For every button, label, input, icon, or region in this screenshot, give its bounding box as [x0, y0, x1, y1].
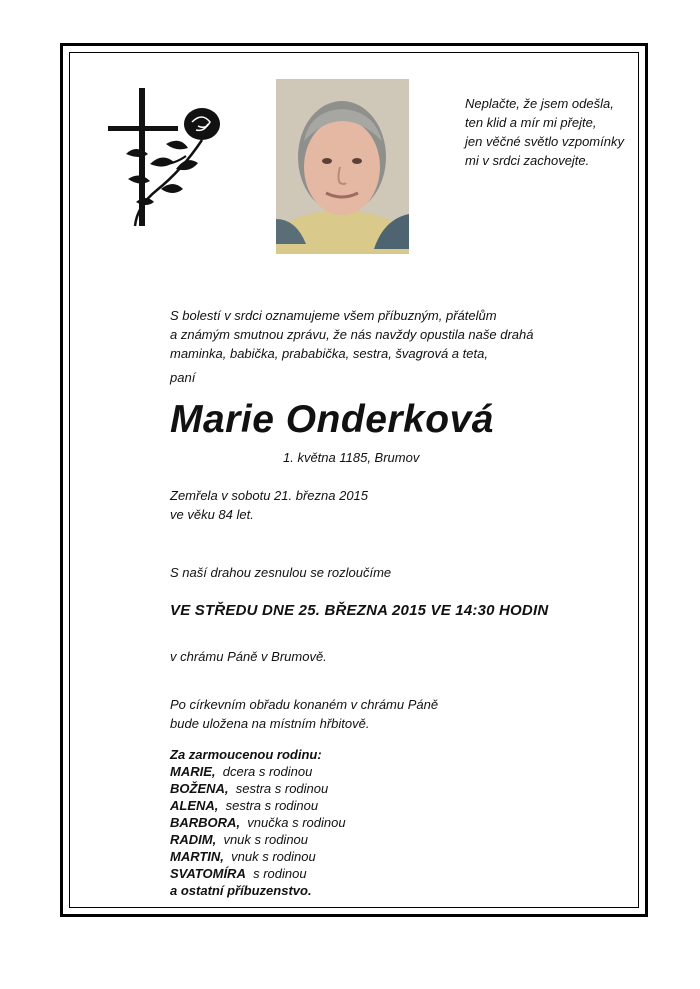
quote-line: ten klid a mír mi přejte, — [465, 115, 597, 130]
member-relation: vnuk s rodinou — [231, 849, 316, 864]
member-name: SVATOMÍRA — [170, 866, 246, 881]
family-member — [170, 814, 346, 831]
ceremony-datetime: VE STŘEDU DNE 25. BŘEZNA 2015 VE 14:30 HODIN — [170, 602, 549, 619]
announcement-line: maminka, babička, prababička, sestra, švagrová a teta, — [170, 346, 488, 361]
member-name: ALENA, — [170, 798, 219, 813]
quote-line: mi v srdci zachovejte. — [465, 153, 590, 168]
member-relation: dcera s rodinou — [222, 764, 313, 779]
announcement-line: a známým smutnou zprávu, že nás navždy opustila naše drahá — [170, 327, 534, 342]
member-relation: vnučka s rodinou — [247, 815, 346, 830]
family-list — [170, 746, 346, 899]
family-footer: a ostatní příbuzenstvo. — [170, 883, 312, 898]
family-member — [170, 865, 346, 882]
announcement-text — [170, 306, 533, 363]
member-name: RADIM, — [170, 832, 217, 847]
member-relation: s rodinou — [253, 866, 307, 881]
member-name: BARBORA, — [170, 815, 241, 830]
quote-line: Neplačte, že jsem odešla, — [465, 96, 614, 111]
birth-info: 1. května 1185, Brumov — [283, 450, 420, 465]
burial-info — [170, 695, 438, 733]
family-member — [170, 797, 346, 814]
member-name: MARIE, — [170, 764, 216, 779]
death-line: Zemřela v sobotu 21. března 2015 — [170, 488, 369, 503]
family-member — [170, 848, 346, 865]
quote-line: jen věčné světlo vzpomínky — [465, 134, 624, 149]
burial-line: Po církevním obřadu konaném v chrámu Páně — [170, 697, 439, 712]
member-relation: vnuk s rodinou — [223, 832, 309, 847]
member-name: MARTIN, — [170, 849, 224, 864]
death-info — [170, 486, 368, 524]
portrait-photo — [276, 79, 409, 254]
member-relation: sestra s rodinou — [235, 781, 329, 796]
family-member — [170, 763, 346, 780]
announcement-line: S bolestí v srdci oznamujeme všem příbuzným, přátelům — [170, 308, 497, 323]
memorial-quote — [465, 94, 645, 170]
member-relation: sestra s rodinou — [225, 798, 319, 813]
title-pani: paní — [170, 370, 196, 385]
family-member — [170, 831, 346, 848]
farewell-intro: S naší drahou zesnulou se rozloučíme — [170, 565, 392, 580]
burial-line: bude uložena na místním hřbitově. — [170, 716, 370, 731]
death-line: ve věku 84 let. — [170, 507, 254, 522]
member-name: BOŽENA, — [170, 781, 229, 796]
family-heading: Za zarmoucenou rodinu: — [170, 747, 322, 762]
ceremony-place: v chrámu Páně v Brumově. — [170, 649, 327, 664]
cross-with-rose-icon — [106, 84, 236, 234]
family-member — [170, 780, 346, 797]
deceased-name: Marie Onderková — [170, 398, 494, 441]
